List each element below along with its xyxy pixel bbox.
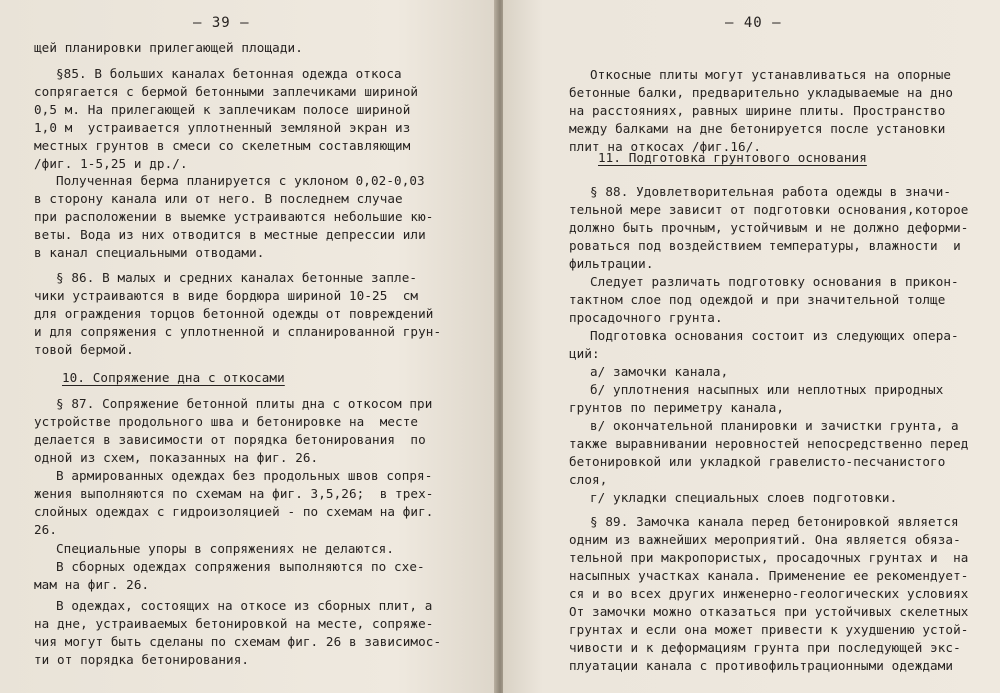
text-line: 0,5 м. На прилегающей к заплечикам полосе шириной bbox=[34, 102, 411, 117]
text-line: § 88. Удовлетворительная работа одежды в значи- bbox=[590, 184, 952, 199]
text-line: бетонные балки, предварительно укладываемые на дно bbox=[569, 85, 954, 100]
text-line: Следует различать подготовку основания в прикон- bbox=[590, 274, 959, 289]
text-line: Подготовка основания состоит из следующих опера- bbox=[590, 328, 959, 343]
text-line: грунтов по периметру канала, bbox=[569, 400, 785, 415]
text-line: плуатации канала с противофильтрационными одеждами bbox=[569, 658, 954, 673]
text-line: От замочки можно отказаться при устойчивых скелетных bbox=[569, 604, 969, 619]
text-line: чики устраиваются в виде бордюра шириной 10-25 см bbox=[34, 288, 419, 303]
text-line: Откосные плиты могут устанавливаться на опорные bbox=[590, 67, 952, 82]
text-line: слойных одеждах с гидроизоляцией - по схемам на фиг. bbox=[34, 504, 434, 519]
text-line: Полученная берма планируется с уклоном 0,02-0,03 bbox=[56, 173, 425, 188]
text-line: В армированных одеждах без продольных швов сопря- bbox=[56, 468, 433, 483]
text-line: устройстве продольного шва и бетонировке на месте bbox=[34, 414, 419, 429]
text-line: тельной мере зависит от подготовки основания,которое bbox=[569, 202, 969, 217]
text-line: § 86. В малых и средних каналах бетонные запле- bbox=[56, 270, 418, 285]
text-line: товой бермой. bbox=[34, 342, 134, 357]
text-line: в канал специальными отводами. bbox=[34, 245, 265, 260]
text-line: насыпных участках канала. Применение ее рекомендует- bbox=[569, 568, 969, 583]
text-line: также выравнивании неровностей непосредственно перед bbox=[569, 436, 969, 451]
text-line: для ограждения торцов бетонной одежды от повреждений bbox=[34, 306, 434, 321]
text-line: плит на откосах /фиг.16/. bbox=[569, 139, 762, 154]
text-line: г/ укладки специальных слоев подготовки. bbox=[590, 490, 898, 505]
text-line: § 87. Сопряжение бетонной плиты дна с откосом при bbox=[56, 396, 433, 411]
text-line: тельной при макропористых, просадочных грунтах и на bbox=[569, 550, 969, 565]
page-number: — 39 — bbox=[193, 15, 250, 31]
section-heading: 10. Сопряжение дна с откосами bbox=[62, 370, 285, 385]
text-line: щей планировки прилегающей площади. bbox=[34, 40, 303, 55]
text-line: б/ уплотнения насыпных или неплотных природных bbox=[590, 382, 944, 397]
text-line: просадочного грунта. bbox=[569, 310, 723, 325]
text-line: мам на фиг. 26. bbox=[34, 577, 150, 592]
text-line: а/ замочки канала, bbox=[590, 364, 729, 379]
text-line: веты. Вода из них отводится в местные депрессии или bbox=[34, 227, 426, 242]
text-line: бетонировкой или укладкой гравелисто-песчанистого bbox=[569, 454, 946, 469]
text-line: жения выполняются по схемам на фиг. 3,5,26; в трех- bbox=[34, 486, 434, 501]
text-line: одним из важнейших мероприятий. Она является обяза- bbox=[569, 532, 961, 547]
text-line: фильтрации. bbox=[569, 256, 654, 271]
left-page bbox=[0, 0, 497, 693]
text-line: чивости и к деформациям грунта при последующей экс- bbox=[569, 640, 961, 655]
text-line: на расстояниях, равных ширине плиты. Пространство bbox=[569, 103, 946, 118]
text-line: в/ окончательной планировки и зачистки грунта, а bbox=[590, 418, 959, 433]
text-line: В сборных одеждах сопряжения выполняются по схе- bbox=[56, 559, 425, 574]
text-line: местных грунтов в смеси со скелетным составляющим bbox=[34, 138, 411, 153]
text-line: на дне, устраиваемых бетонировкой на месте, сопряже- bbox=[34, 616, 434, 631]
right-page bbox=[503, 0, 1000, 693]
text-line: делается в зависимости от порядка бетонирования по bbox=[34, 432, 426, 447]
text-line: грунтах и если она может привести к ухудшению устой- bbox=[569, 622, 969, 637]
text-line: 26. bbox=[34, 522, 58, 537]
page-number: — 40 — bbox=[725, 15, 782, 31]
text-line: тактном слое под одеждой и при значительной толще bbox=[569, 292, 946, 307]
text-line: слоя, bbox=[569, 472, 608, 487]
text-line: ся и во всех других инженерно-геологических условиях bbox=[569, 586, 969, 601]
text-line: роваться под воздействием температуры, влажности и bbox=[569, 238, 961, 253]
text-line: ти от порядка бетонирования. bbox=[34, 652, 250, 667]
text-line: чия могут быть сделаны по схемам фиг. 26 в зависимос- bbox=[34, 634, 442, 649]
text-line: 1,0 м устраивается уплотненный земляной экран из bbox=[34, 120, 411, 135]
text-line: одной из схем, показанных на фиг. 26. bbox=[34, 450, 319, 465]
text-line: сопрягается с бермой бетонными заплечиками шириной bbox=[34, 84, 419, 99]
text-line: §85. В больших каналах бетонная одежда откоса bbox=[56, 66, 402, 81]
text-line: Специальные упоры в сопряжениях не делаются. bbox=[56, 541, 395, 556]
text-line: должно быть прочным, устойчивым и не должно деформи- bbox=[569, 220, 969, 235]
section-heading: 11. Подготовка грунтового основания bbox=[598, 150, 867, 165]
text-line: ций: bbox=[569, 346, 600, 361]
text-line: при расположении в выемке устраиваются небольшие кю- bbox=[34, 209, 434, 224]
text-line: /фиг. 1-5,25 и др./. bbox=[34, 156, 188, 171]
text-line: В одеждах, состоящих на откосе из сборных плит, а bbox=[56, 598, 433, 613]
text-line: § 89. Замочка канала перед бетонировкой является bbox=[590, 514, 959, 529]
text-line: между балками на дне бетонируется после установки bbox=[569, 121, 946, 136]
text-line: и для сопряжения с уплотненной и спланированной грун- bbox=[34, 324, 442, 339]
text-line: в сторону канала или от него. В последнем случае bbox=[34, 191, 403, 206]
